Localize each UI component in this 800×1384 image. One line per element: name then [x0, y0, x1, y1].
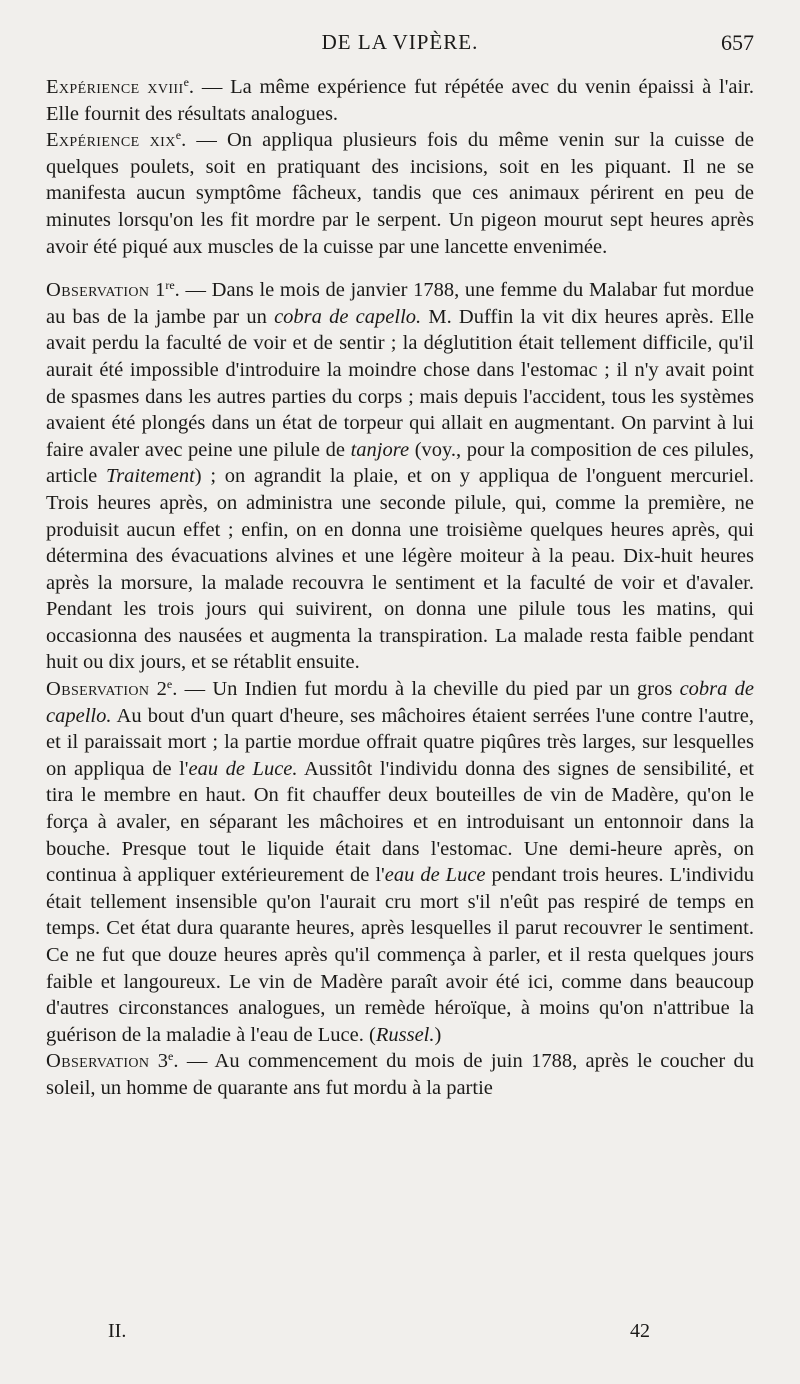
paragraph-text: . — Au commencement du mois de juin 1788, après le coucher du soleil, un homme de quarante ans fut mordu à la partie	[46, 1050, 755, 1099]
sheet-number: 42	[630, 1320, 650, 1342]
paragraph-text: . — Dans le mois de janvier 1788, une femme du Malabar fut mordue au bas de la jambe par un	[46, 279, 755, 328]
paragraph-numeral: xviii	[147, 76, 184, 98]
signature-mark: II.	[108, 1320, 127, 1342]
italic-term: eau de Luce.	[188, 757, 298, 780]
paragraph-label: Observation	[46, 279, 150, 302]
paragraph-text: Aussitôt l'individu donna des signes de sensibilité, et tira le membre en haut. On fit chauffer deux bouteilles de vin de Madère, qu'on le força à avaler, en séparant les mâchoires et en introduisant un entonnoir dans la bouche. Presque tout le liquide était dans l'estomac. Une demi-heure après, on continua à appliquer extérieurement de l'	[46, 757, 755, 887]
paragraph-text: . — On appliqua plusieurs fois du même venin sur la cuisse de quelques poulets, soit en pratiquant des incisions, soit en les piquant. Il ne se manifesta aucun symptôme fâcheux, tandis que ces animaux périrent en peu de minutes lorsqu'on les fit mordre par le serpent. Un pigeon mourut sept heures après avoir été piqué aux muscles de la cuisse par une lancette envenimée.	[46, 129, 754, 258]
italic-term: Traitement	[105, 465, 195, 488]
paragraph-text: )	[434, 1023, 442, 1046]
italic-term: cobra de capello.	[274, 305, 422, 328]
paragraph-numeral: 2	[156, 678, 167, 701]
body-text	[46, 74, 754, 1102]
paragraph-text: ) ; on agrandit la plaie, et on y appliqua de l'onguent mercuriel. Trois heures après, on administra une seconde pilule, qui, comme la première, ne produisit aucun effet ; enfin, on en donna une troisième quelques heures après, qui détermina des évacuations alvines et une légère moiteur à la peau. Dix-huit heures après la morsure, la malade recouvra le sentiment et la faculté de voir et d'avaler. Pendant les trois jours qui suivirent, on donna une pilule tous les matins, qui occasionna des nausées et augmenta la transpiration. La malade resta faible pendant huit ou dix jours, et se rétablit ensuite.	[46, 465, 754, 674]
citation: Russel.	[375, 1023, 435, 1046]
paragraph-experience-19	[46, 127, 754, 260]
paragraph-label: Expérience	[46, 76, 140, 98]
paragraph-observation-3	[46, 1048, 754, 1101]
paragraph-label: Expérience	[46, 129, 140, 152]
paragraph-label: Observation	[46, 678, 150, 701]
paragraph-text: pendant trois heures. L'individu était tellement insensible qu'on l'aurait cru mort s'il n'eût pas respiré de temps en temps. Cet état dura quarante heures, après lesquelles il parut recouvrer le sentiment. Ce ne fut que douze heures après qu'il commença à parler, et il resta quelques jours faible et langoureux. Le vin de Madère paraît avoir été ici, comme dans beaucoup d'autres circonstances analogues, un remède héroïque, à moins qu'on n'attribue la guérison de la maladie à l'eau de Luce. (	[46, 864, 754, 1046]
ordinal-suffix: e	[168, 1049, 174, 1064]
paragraph-observation-1	[46, 277, 754, 676]
paragraph-observation-2	[46, 676, 754, 1048]
italic-term: eau de Luce	[384, 864, 486, 887]
ordinal-suffix: e	[183, 75, 189, 89]
ordinal-suffix: re	[165, 278, 175, 293]
page-number: 657	[721, 30, 754, 55]
paragraph-text: . — La même expérience fut répétée avec du venin épaissi à l'air. Elle fournit des résultats analogues.	[46, 76, 755, 125]
running-title: DE LA VIPÈRE.	[321, 30, 479, 54]
paragraph-experience-18	[46, 74, 754, 127]
paragraph-text: . — Un Indien fut mordu à la cheville du pied par un gros	[172, 678, 680, 701]
page-header	[46, 30, 754, 66]
paragraph-text: M. Duffin la vit dix heures après. Elle avait perdu la faculté de voir et de sentir ; la déglutition était tellement difficile, qu'il aurait été impossible d'introduire la moindre chose dans l'estomac ; il n'y avait point de spasmes dans les autres parties du corps ; mais depuis l'accident, tous les systèmes avaient été plongés dans un état de torpeur qui allait en augmentant. On parvint à lui faire avaler avec peine une pilule de	[46, 305, 754, 461]
italic-term: tanjore	[350, 438, 410, 461]
paragraph-text: (voy., pour la composition de ces pilules, article	[46, 438, 754, 488]
paragraph-numeral: 1	[155, 279, 166, 302]
paragraph-text: Au bout d'un quart d'heure, ses mâchoires étaient serrées l'une contre l'autre, et il paraissait mort ; la partie mordue offrait quatre piqûres très larges, sur lesquelles on appliqua de l'	[46, 704, 754, 780]
ordinal-suffix: e	[166, 677, 173, 692]
paragraph-label: Observation	[46, 1050, 150, 1073]
italic-term: cobra de capello.	[46, 678, 754, 727]
paragraph-numeral: xix	[149, 129, 176, 152]
paragraph-numeral: 3	[157, 1050, 169, 1073]
ordinal-suffix: e	[175, 128, 182, 143]
